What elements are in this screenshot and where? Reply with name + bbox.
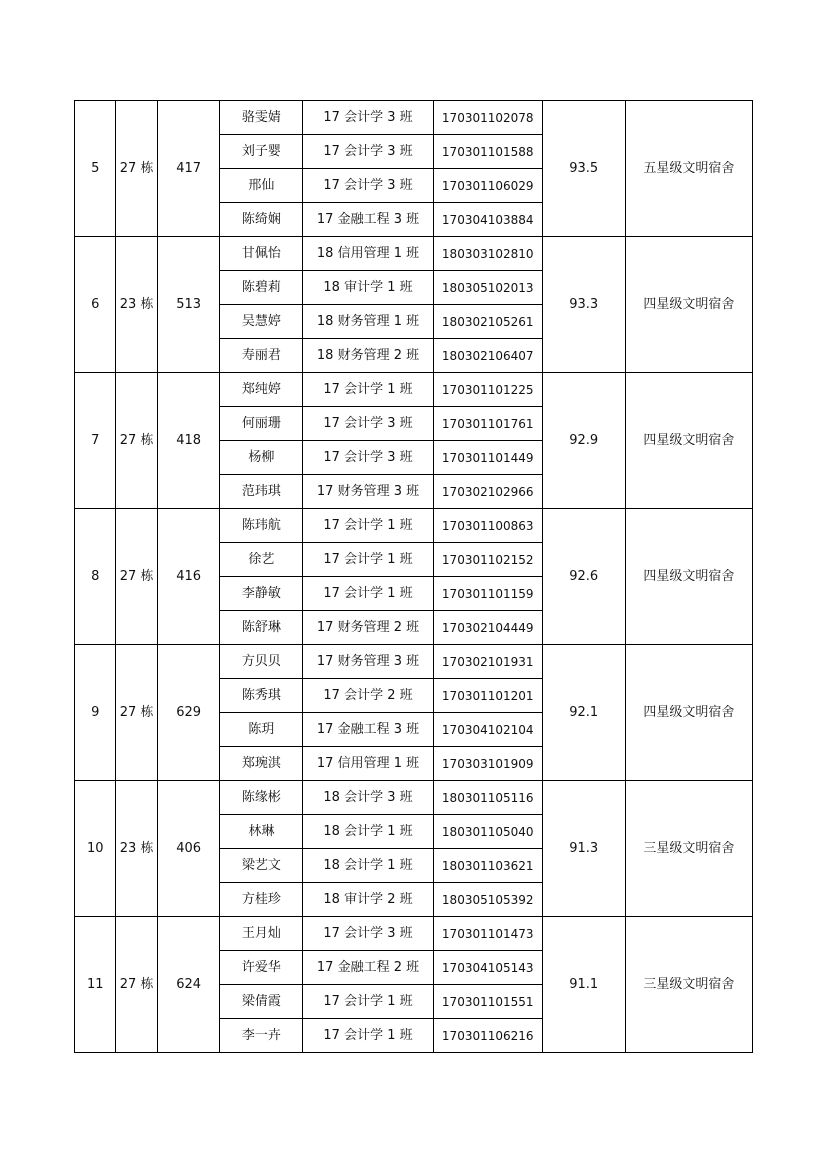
cell-student-id: 170302104449 [433,611,542,645]
cell-student-id: 170304103884 [433,203,542,237]
cell-class: 17 会计学 3 班 [303,441,433,475]
cell-student-name: 李静敏 [220,577,303,611]
cell-student-name: 何丽珊 [220,407,303,441]
cell-student-id: 170302101931 [433,645,542,679]
cell-score: 91.3 [542,781,625,917]
cell-student-name: 范玮琪 [220,475,303,509]
cell-student-id: 170301101551 [433,985,542,1019]
cell-class: 18 会计学 1 班 [303,849,433,883]
cell-student-name: 王月灿 [220,917,303,951]
cell-class: 18 会计学 1 班 [303,815,433,849]
cell-room: 418 [157,373,220,509]
cell-building: 23 栋 [116,781,157,917]
cell-rating-level: 三星级文明宿舍 [625,781,752,917]
cell-rating-level: 五星级文明宿舍 [625,101,752,237]
cell-serial-no: 11 [75,917,116,1053]
cell-student-name: 陈碧莉 [220,271,303,305]
cell-class: 17 会计学 1 班 [303,1019,433,1053]
cell-serial-no: 7 [75,373,116,509]
cell-room: 406 [157,781,220,917]
cell-student-id: 170301102078 [433,101,542,135]
cell-class: 17 财务管理 3 班 [303,645,433,679]
table-row [75,237,753,271]
cell-class: 17 会计学 1 班 [303,577,433,611]
cell-rating-level: 四星级文明宿舍 [625,237,752,373]
cell-class: 17 信用管理 1 班 [303,747,433,781]
cell-student-name: 梁倩霞 [220,985,303,1019]
cell-class: 17 会计学 3 班 [303,407,433,441]
cell-student-name: 甘佩怡 [220,237,303,271]
cell-student-id: 170301102152 [433,543,542,577]
cell-class: 17 会计学 1 班 [303,543,433,577]
cell-building: 23 栋 [116,237,157,373]
cell-student-name: 林琳 [220,815,303,849]
table-body [75,101,753,1053]
cell-student-name: 刘子婴 [220,135,303,169]
cell-student-name: 吴慧婷 [220,305,303,339]
cell-student-id: 180301105040 [433,815,542,849]
cell-student-id: 180302105261 [433,305,542,339]
cell-student-id: 170302102966 [433,475,542,509]
cell-serial-no: 9 [75,645,116,781]
cell-rating-level: 四星级文明宿舍 [625,509,752,645]
cell-student-id: 170301101761 [433,407,542,441]
cell-class: 17 会计学 3 班 [303,135,433,169]
cell-rating-level: 四星级文明宿舍 [625,645,752,781]
cell-score: 93.5 [542,101,625,237]
cell-student-id: 170304102104 [433,713,542,747]
cell-student-id: 170301106216 [433,1019,542,1053]
cell-student-name: 梁艺文 [220,849,303,883]
table-row [75,917,753,951]
cell-student-id: 170301101473 [433,917,542,951]
cell-student-name: 陈缘彬 [220,781,303,815]
cell-class: 17 会计学 1 班 [303,373,433,407]
cell-building: 27 栋 [116,373,157,509]
cell-student-name: 徐艺 [220,543,303,577]
cell-class: 17 会计学 3 班 [303,101,433,135]
cell-student-name: 方贝贝 [220,645,303,679]
table-row [75,645,753,679]
cell-building: 27 栋 [116,101,157,237]
cell-serial-no: 6 [75,237,116,373]
cell-class: 17 金融工程 3 班 [303,203,433,237]
cell-student-id: 180305105392 [433,883,542,917]
cell-class: 17 会计学 2 班 [303,679,433,713]
cell-class: 17 财务管理 3 班 [303,475,433,509]
cell-student-name: 骆雯婧 [220,101,303,135]
cell-rating-level: 四星级文明宿舍 [625,373,752,509]
cell-class: 17 会计学 1 班 [303,509,433,543]
cell-score: 91.1 [542,917,625,1053]
cell-student-name: 陈玥 [220,713,303,747]
cell-class: 17 金融工程 3 班 [303,713,433,747]
cell-class: 18 信用管理 1 班 [303,237,433,271]
cell-student-name: 寿丽君 [220,339,303,373]
cell-score: 93.3 [542,237,625,373]
cell-class: 18 审计学 2 班 [303,883,433,917]
cell-student-name: 方桂珍 [220,883,303,917]
cell-student-id: 170301106029 [433,169,542,203]
table-row [75,781,753,815]
cell-student-name: 陈秀琪 [220,679,303,713]
cell-student-name: 陈绮娴 [220,203,303,237]
cell-student-id: 170301101159 [433,577,542,611]
cell-student-id: 170301101225 [433,373,542,407]
cell-student-id: 180301103621 [433,849,542,883]
cell-class: 18 财务管理 1 班 [303,305,433,339]
cell-student-id: 180303102810 [433,237,542,271]
cell-class: 18 会计学 3 班 [303,781,433,815]
cell-student-name: 陈玮航 [220,509,303,543]
cell-student-name: 陈舒琳 [220,611,303,645]
cell-room: 416 [157,509,220,645]
cell-serial-no: 8 [75,509,116,645]
cell-class: 18 财务管理 2 班 [303,339,433,373]
cell-class: 18 审计学 1 班 [303,271,433,305]
cell-student-name: 郑琬淇 [220,747,303,781]
cell-class: 17 财务管理 2 班 [303,611,433,645]
cell-building: 27 栋 [116,645,157,781]
cell-score: 92.6 [542,509,625,645]
cell-class: 17 会计学 3 班 [303,917,433,951]
cell-class: 17 金融工程 2 班 [303,951,433,985]
cell-student-name: 郑纯婷 [220,373,303,407]
cell-student-id: 170301101588 [433,135,542,169]
cell-student-name: 李一卉 [220,1019,303,1053]
cell-serial-no: 10 [75,781,116,917]
cell-student-id: 170303101909 [433,747,542,781]
cell-room: 417 [157,101,220,237]
cell-student-name: 邢仙 [220,169,303,203]
cell-room: 513 [157,237,220,373]
cell-student-id: 170304105143 [433,951,542,985]
cell-score: 92.1 [542,645,625,781]
cell-building: 27 栋 [116,917,157,1053]
cell-score: 92.9 [542,373,625,509]
table-row [75,509,753,543]
table-row [75,373,753,407]
cell-student-id: 170301101449 [433,441,542,475]
cell-student-id: 180301105116 [433,781,542,815]
table-row [75,101,753,135]
cell-building: 27 栋 [116,509,157,645]
cell-student-id: 180302106407 [433,339,542,373]
cell-room: 624 [157,917,220,1053]
cell-room: 629 [157,645,220,781]
cell-student-id: 170301100863 [433,509,542,543]
cell-student-name: 许爱华 [220,951,303,985]
cell-student-id: 180305102013 [433,271,542,305]
cell-student-id: 170301101201 [433,679,542,713]
cell-rating-level: 三星级文明宿舍 [625,917,752,1053]
cell-class: 17 会计学 1 班 [303,985,433,1019]
cell-class: 17 会计学 3 班 [303,169,433,203]
cell-serial-no: 5 [75,101,116,237]
dormitory-ranking-table [74,100,753,1053]
cell-student-name: 杨柳 [220,441,303,475]
